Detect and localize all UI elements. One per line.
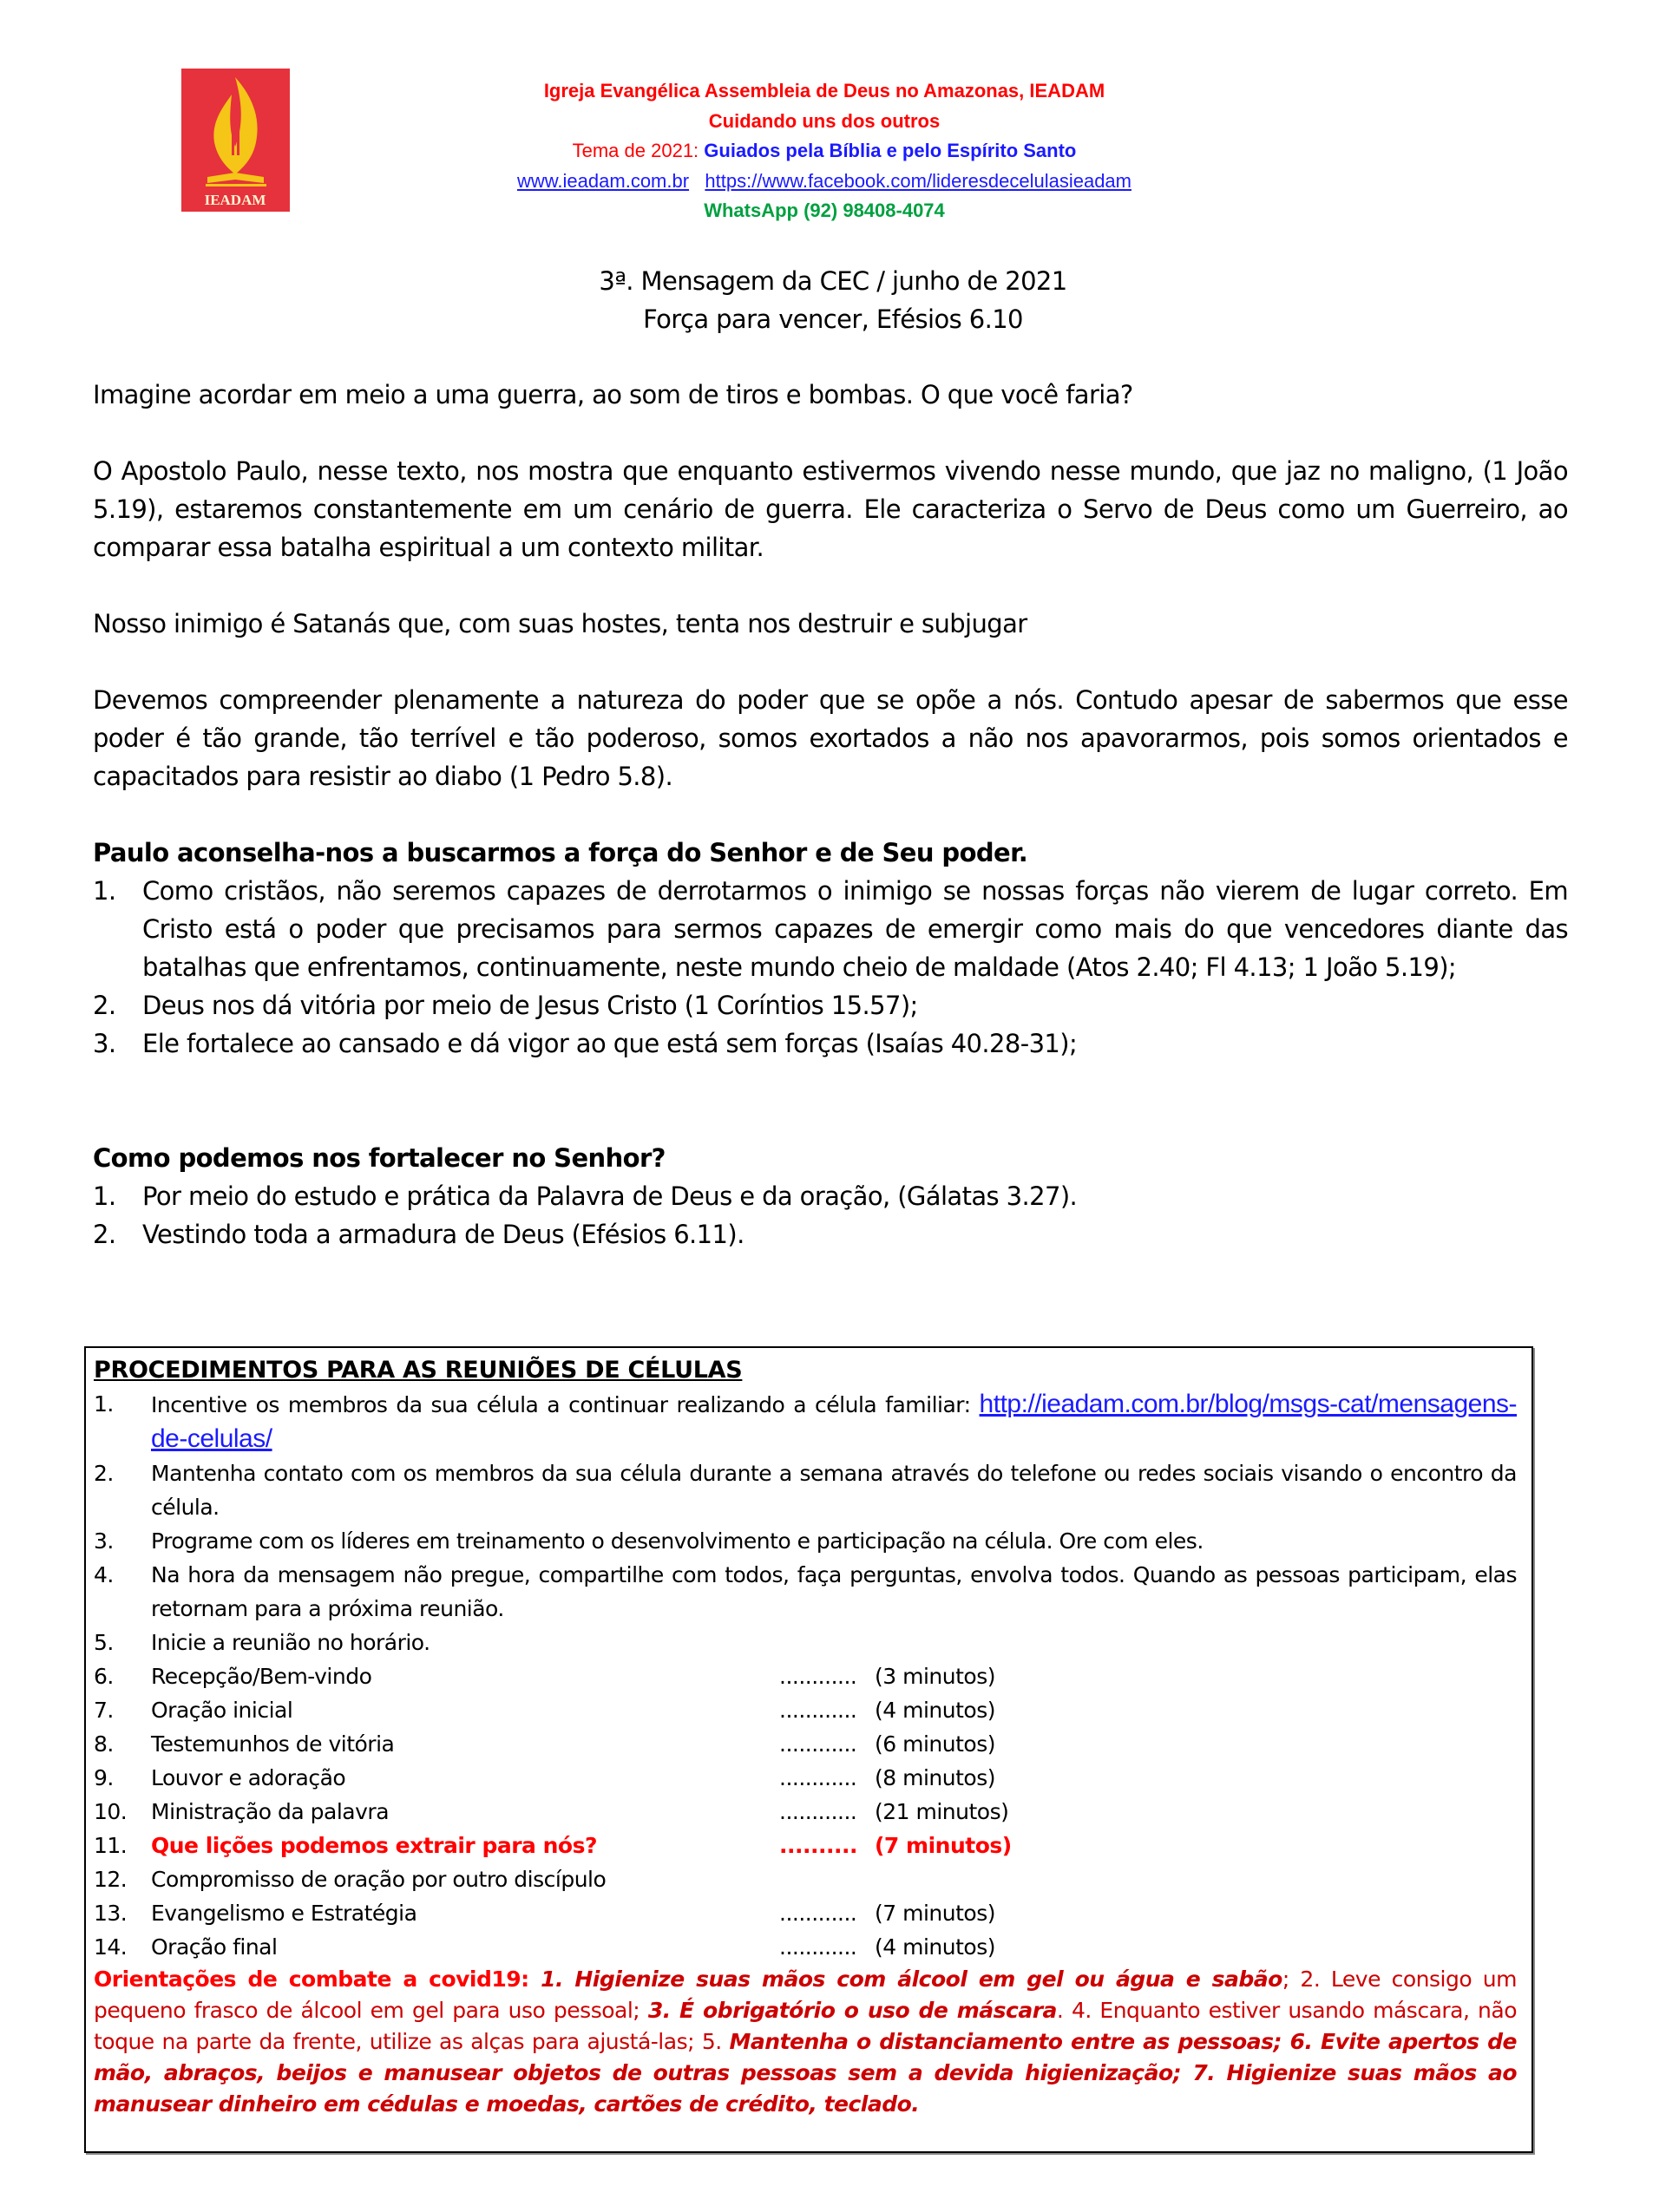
schedule-label: Oração inicial — [151, 1698, 293, 1723]
list-number: 5. — [94, 1630, 114, 1655]
schedule-dots: ............ — [779, 1664, 857, 1689]
list-number: 3. — [94, 1528, 114, 1554]
section-list-strengthen — [93, 1177, 1568, 1253]
procedure-item — [94, 1558, 1517, 1626]
covid-item-5-7: Mantenha o distanciamento entre as pessoas; 6. Evite apertos de mão, abraços, beijos e manusear objetos de outras pessoas sem a devida higienização; 7. Higienize suas mãos ao manusear dinheiro em cédulas e moedas, cartões de crédito, teclado. — [94, 2029, 1517, 2117]
schedule-duration: (4 minutos) — [875, 1698, 995, 1723]
facebook-link[interactable]: https://www.facebook.com/lideresdecelulasieadam — [705, 169, 1131, 192]
church-slogan: Cuidando uns dos outros — [708, 109, 941, 132]
schedule-label: Louvor e adoração — [151, 1765, 346, 1790]
schedule-row — [94, 1930, 1517, 1964]
list-item — [93, 986, 1568, 1024]
schedule-dots: ............ — [779, 1934, 857, 1960]
schedule-dots: ............ — [779, 1698, 857, 1723]
schedule-dots: ............ — [779, 1765, 857, 1790]
ieadam-logo — [181, 69, 290, 212]
schedule-duration: (8 minutos) — [875, 1765, 995, 1790]
list-number: 2. — [93, 1220, 116, 1249]
list-text: Ele fortalece ao cansado e dá vigor ao que está sem forças (Isaías 40.28-31); — [142, 1029, 1078, 1058]
list-number: 1. — [94, 1391, 114, 1417]
paragraph-intro: Imagine acordar em meio a uma guerra, ao som de tiros e bombas. O que você faria? — [93, 380, 1133, 409]
list-text: Por meio do estudo e prática da Palavra de Deus e da oração, (Gálatas 3.27). — [142, 1181, 1078, 1211]
covid-guidelines — [94, 1964, 1517, 2120]
schedule-duration: (4 minutos) — [875, 1934, 995, 1960]
theme-text: Guiados pela Bíblia e pelo Espírito Santo — [704, 140, 1077, 161]
section-heading-strengthen: Como podemos nos fortalecer no Senhor? — [93, 1143, 666, 1173]
paragraph-enemy: Nosso inimigo é Satanás que, com suas hostes, tenta nos destruir e subjugar — [93, 609, 1027, 638]
list-number: 1. — [93, 876, 116, 906]
list-item — [93, 1024, 1568, 1063]
list-number: 2. — [93, 991, 116, 1020]
schedule-label: Oração final — [151, 1934, 278, 1960]
schedule-row — [94, 1761, 1517, 1795]
list-number: 11. — [94, 1833, 128, 1858]
procedure-text: Inicie a reunião no horário. — [151, 1630, 430, 1655]
procedure-text: Mantenha contato com os membros da sua célula durante a semana através do telefone ou redes sociais visando o encontro da célula. — [151, 1461, 1517, 1520]
list-text: Como cristãos, não seremos capazes de derrotarmos o inimigo se nossas forças não vierem de lugar correto. Em Cristo está o poder que precisamos para sermos capazes de emergir como mais do que vencedores diante das batalhas que enfrentamos, continuamente, neste mundo cheio de maldade (Atos 2.40; Fl 4.13; 1 João 5.19); — [142, 876, 1568, 982]
list-text: Vestindo toda a armadura de Deus (Efésios 6.11). — [142, 1220, 744, 1249]
procedure-item — [94, 1387, 1517, 1456]
paragraph-power: Devemos compreender plenamente a natureza do poder que se opõe a nós. Contudo apesar de sabermos que esse poder é tão grande, tão terrível e tão poderoso, somos exortados a não nos apavorarmos, pois somos orientados e capacitados para resistir ao diabo (1 Pedro 5.8). — [93, 685, 1568, 791]
message-title: 3ª. Mensagem da CEC / junho de 2021 — [599, 266, 1067, 296]
schedule-label: Evangelismo e Estratégia — [151, 1901, 417, 1926]
list-number: 2. — [94, 1461, 114, 1486]
schedule-row-highlight — [94, 1829, 1517, 1862]
svg-text:IEADAM: IEADAM — [204, 192, 266, 208]
schedule-dots: ............ — [779, 1799, 857, 1824]
procedure-text: Na hora da mensagem não pregue, compartilhe com todos, faça perguntas, envolva todos. Quando as pessoas participam, elas retornam para a próxima reunião. — [151, 1562, 1517, 1621]
schedule-row — [94, 1862, 1517, 1896]
schedule-row — [94, 1896, 1517, 1930]
theme-line — [434, 136, 1215, 167]
list-item — [93, 1177, 1568, 1215]
list-number: 13. — [94, 1901, 128, 1926]
procedures-title: PROCEDIMENTOS PARA AS REUNIÕES DE CÉLULAS — [94, 1357, 743, 1384]
theme-prefix: Tema de 2021: — [572, 140, 705, 161]
schedule-label: Testemunhos de vitória — [151, 1731, 395, 1757]
schedule-row — [94, 1659, 1517, 1693]
schedule-duration: (6 minutos) — [875, 1731, 995, 1757]
schedule-dots: ............ — [779, 1901, 857, 1926]
schedule-dots: .......... — [779, 1833, 857, 1858]
message-subtitle: Força para vencer, Efésios 6.10 — [643, 304, 1023, 334]
section-heading-paul: Paulo aconselha-nos a buscarmos a força do Senhor e de Seu poder. — [93, 838, 1028, 867]
section-list-paul — [93, 872, 1568, 1063]
list-number: 8. — [94, 1731, 114, 1757]
list-number: 7. — [94, 1698, 114, 1723]
procedure-item — [94, 1524, 1517, 1558]
list-number: 1. — [93, 1181, 116, 1211]
list-number: 6. — [94, 1664, 114, 1689]
schedule-dots: ............ — [779, 1731, 857, 1757]
schedule-duration: (3 minutos) — [875, 1664, 995, 1689]
schedule-duration: (7 minutos) — [875, 1901, 995, 1926]
covid-item-1: 1. Higienize suas mãos com álcool em gel ou água e sabão — [541, 1967, 1282, 1992]
procedure-text — [151, 1387, 1517, 1456]
covid-lead: Orientações de combate a covid19: — [94, 1967, 541, 1992]
list-number: 10. — [94, 1799, 128, 1824]
list-text: Deus nos dá vitória por meio de Jesus Cristo (1 Coríntios 15.57); — [142, 991, 918, 1020]
list-item — [93, 1215, 1568, 1253]
schedule-label: Recepção/Bem-vindo — [151, 1664, 372, 1689]
list-number: 12. — [94, 1867, 128, 1892]
schedule-row — [94, 1727, 1517, 1761]
list-number: 3. — [93, 1029, 116, 1058]
flame-bible-emblem-icon — [181, 69, 290, 212]
whatsapp-contact: WhatsApp (92) 98408-4074 — [704, 200, 945, 221]
schedule-duration: (21 minutos) — [875, 1799, 1009, 1824]
schedule-label: Compromisso de oração por outro discípulo — [151, 1867, 607, 1892]
church-name: Igreja Evangélica Assembleia de Deus no Amazonas, IEADAM — [543, 80, 1105, 101]
covid-item-3: 3. É obrigatório o uso de máscara — [647, 1998, 1057, 2023]
schedule-row — [94, 1693, 1517, 1727]
procedure-item — [94, 1456, 1517, 1524]
schedule-label: Que lições podemos extrair para nós? — [151, 1833, 597, 1858]
celulas-link[interactable]: http://ieadam.com.br/blog/msgs-cat/mensagens-de-celulas/ — [151, 1390, 1517, 1453]
list-number: 4. — [94, 1562, 114, 1587]
procedure-item — [94, 1626, 1517, 1659]
procedures-box — [84, 1346, 1533, 2153]
schedule-row — [94, 1795, 1517, 1829]
covid-item-2: ; 2. Leve consigo um pequeno frasco de álcool em gel para uso pessoal; — [94, 1967, 1518, 2023]
covid-item-4: . 4. Enquanto estiver usando máscara, não toque na parte da frente, utilize as alças para ajustá-las; 5. — [94, 1998, 1518, 2054]
schedule-duration: (7 minutos) — [875, 1833, 1012, 1858]
church-header — [434, 76, 1215, 226]
list-number: 9. — [94, 1765, 114, 1790]
procedure-text: Programe com os líderes em treinamento o desenvolvimento e participação na célula. Ore com eles. — [151, 1528, 1204, 1554]
paragraph-apostle: O Apostolo Paulo, nesse texto, nos mostra que enquanto estivermos vivendo nesse mundo, que jaz no maligno, (1 João 5.19), estaremos constantemente em um cenário de guerra. Ele caracteriza o Servo de Deus como um Guerreiro, ao comparar essa batalha espiritual a um contexto militar. — [93, 456, 1568, 562]
procedure-text-body: Incentive os membros da sua célula a continuar realizando a célula familiar: — [151, 1392, 980, 1417]
list-item — [93, 872, 1568, 986]
schedule-label: Ministração da palavra — [151, 1799, 390, 1824]
site-link[interactable]: www.ieadam.com.br — [516, 169, 690, 192]
links-line — [434, 167, 1215, 197]
list-number: 14. — [94, 1934, 128, 1960]
